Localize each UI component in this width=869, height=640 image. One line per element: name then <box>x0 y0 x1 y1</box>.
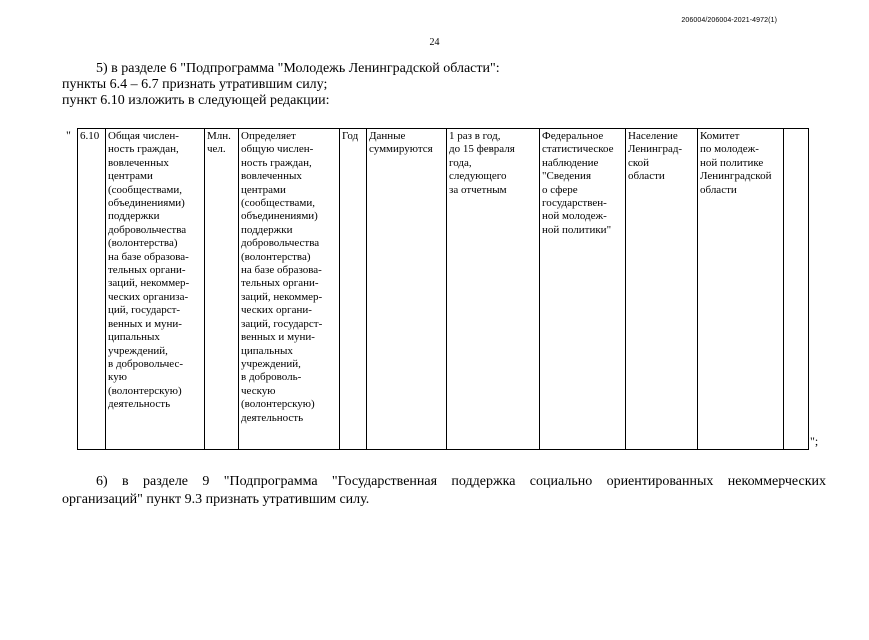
cell-line: ческих организа- <box>108 290 189 303</box>
amendment-table <box>77 128 809 450</box>
cell-line: ной политики" <box>542 223 612 236</box>
cell-frequency <box>447 129 540 450</box>
cell-line: тельных органи- <box>108 264 186 277</box>
table-close-quote: "; <box>810 434 819 448</box>
cell-method <box>367 129 447 450</box>
cell-line: ций, государст- <box>108 304 181 317</box>
cell-line: ческих органи- <box>241 304 312 317</box>
cell-line: (сообществами, <box>241 197 315 210</box>
cell-line: Млн. <box>207 130 231 142</box>
cell-line: 1 раз в год, <box>449 130 501 142</box>
cell-line: венных и муни- <box>241 331 315 344</box>
cell-line: Ленинградской <box>700 170 772 183</box>
cell-line: поддержки <box>241 223 293 236</box>
intro-line-3: пункт 6.10 изложить в следующей редакции: <box>62 93 330 108</box>
cell-line: Население <box>628 130 678 142</box>
intro-line-2: пункты 6.4 – 6.7 признать утратившим силу; <box>62 77 328 92</box>
cell-line: чел. <box>207 143 226 156</box>
cell-line: учреждений, <box>241 357 301 370</box>
cell-line: учреждений, <box>108 344 168 357</box>
cell-line: на базе образова- <box>241 264 322 277</box>
cell-line: о сфере <box>542 183 578 196</box>
cell-line: ной молодеж- <box>542 210 607 223</box>
cell-extra <box>784 129 809 450</box>
cell-line: вовлеченных <box>108 156 169 169</box>
cell-line: заций, некоммер- <box>241 290 323 303</box>
cell-line: года, <box>449 156 472 169</box>
cell-line: за отчетным <box>449 183 507 196</box>
cell-line: Комитет <box>700 130 740 142</box>
cell-line: Ленинград- <box>628 143 683 156</box>
cell-line: в доброволь- <box>241 371 302 384</box>
cell-line: Общая числен- <box>108 130 179 142</box>
outro-line-1: 6) в разделе 9 "Подпрограмма "Государственная поддержка социально ориентированных некоммерческих <box>96 474 826 489</box>
cell-period <box>340 129 367 450</box>
cell-line: добровольчества <box>108 223 187 236</box>
cell-number: 6.10 <box>78 129 106 450</box>
table-row <box>78 129 809 450</box>
cell-object <box>626 129 698 450</box>
cell-line: поддержки <box>108 210 160 223</box>
cell-line: добровольчества <box>241 237 320 250</box>
cell-line: суммируются <box>369 143 433 156</box>
cell-responsible <box>698 129 784 450</box>
page-number: 24 <box>429 37 440 48</box>
document-id: 206004/206004-2021-4972(1) <box>681 17 777 24</box>
cell-line: тельных органи- <box>241 277 319 290</box>
cell-line: вовлеченных <box>241 170 302 183</box>
cell-line: Определяет <box>241 130 296 142</box>
intro-line-1: 5) в разделе 6 "Подпрограмма "Молодежь Ленинградской области": <box>96 61 500 76</box>
cell-definition <box>239 129 340 450</box>
cell-line: кую <box>108 371 127 384</box>
cell-line: объединениями) <box>241 210 318 223</box>
cell-line: центрами <box>108 170 153 183</box>
cell-line: ной политике <box>700 156 764 169</box>
cell-line: ципальных <box>108 331 160 344</box>
cell-line: заций, государст- <box>241 317 323 330</box>
cell-indicator <box>106 129 205 450</box>
cell-line: общую числен- <box>241 143 314 156</box>
cell-line: до 15 февраля <box>449 143 515 156</box>
cell-line: ность граждан, <box>241 156 312 169</box>
outro-paragraph <box>62 473 826 509</box>
outro-line-2: организаций" пункт 9.3 признать утратившим силу. <box>62 492 370 507</box>
cell-line: области <box>700 183 737 196</box>
cell-source <box>540 129 626 450</box>
cell-line: по молодеж- <box>700 143 759 156</box>
cell-unit <box>205 129 239 450</box>
cell-line: заций, некоммер- <box>108 277 190 290</box>
cell-line: ципальных <box>241 344 293 357</box>
cell-line: ской <box>628 156 650 169</box>
cell-line: области <box>628 170 665 183</box>
cell-line: наблюдение <box>542 156 599 169</box>
cell-line: ческую <box>241 384 276 397</box>
cell-line: Год <box>342 130 359 142</box>
cell-line: "Сведения <box>542 170 592 183</box>
cell-line: государствен- <box>542 197 607 210</box>
intro-paragraph <box>62 61 826 109</box>
cell-line: деятельность <box>241 411 304 424</box>
cell-line: центрами <box>241 183 286 196</box>
cell-line: статистическое <box>542 143 614 156</box>
cell-line: ность граждан, <box>108 143 179 156</box>
cell-line: (волонтерскую) <box>241 398 315 411</box>
cell-line: (волонтерства) <box>241 250 311 263</box>
cell-line: Данные <box>369 130 406 142</box>
cell-line: (сообществами, <box>108 183 182 196</box>
cell-line: деятельность <box>108 398 171 411</box>
cell-line: (волонтерства) <box>108 237 178 250</box>
table-open-quote: " <box>66 128 71 142</box>
cell-line: следующего <box>449 170 507 183</box>
cell-line: в добровольчес- <box>108 357 184 370</box>
cell-line: венных и муни- <box>108 317 182 330</box>
cell-line: объединениями) <box>108 197 185 210</box>
cell-line: (волонтерскую) <box>108 384 182 397</box>
cell-line: на базе образова- <box>108 250 189 263</box>
cell-line: Федеральное <box>542 130 604 142</box>
